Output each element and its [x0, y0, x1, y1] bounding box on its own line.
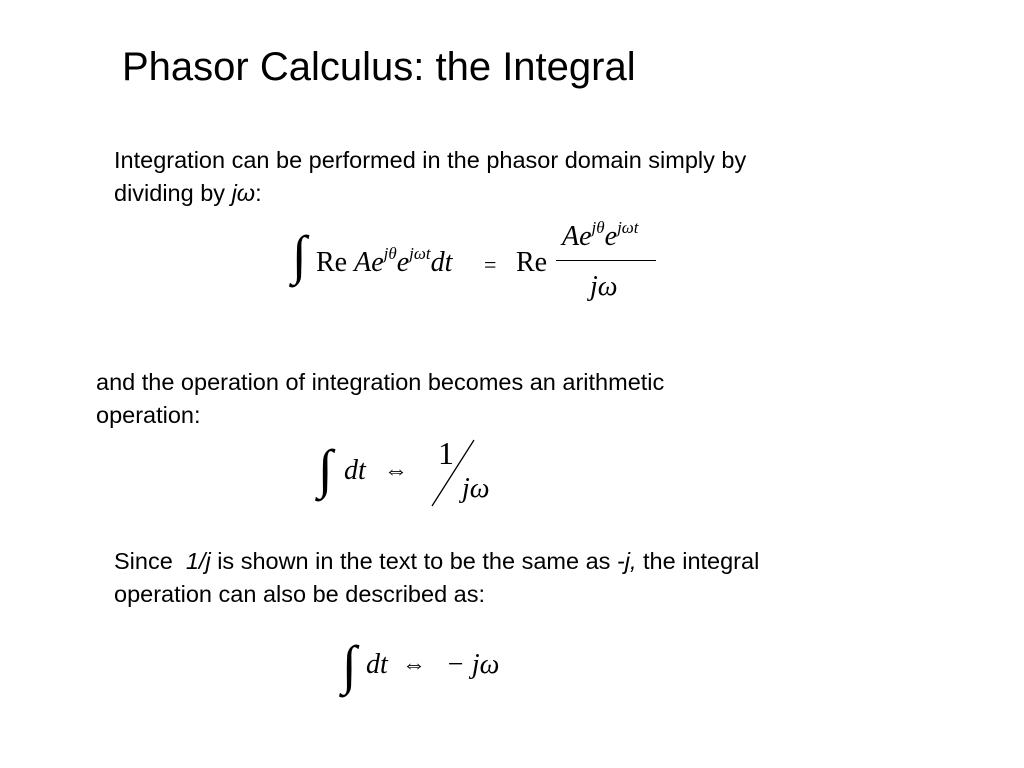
equivalence-arrow: ⇔	[402, 652, 426, 678]
exponent: jωt	[617, 218, 639, 237]
one-over-j: 1/j	[185, 548, 211, 574]
text-run: is shown in the text to be the same as	[210, 548, 617, 574]
text-run: :	[255, 180, 262, 206]
slide-title: Phasor Calculus: the Integral	[122, 45, 636, 89]
denominator: jω	[590, 271, 618, 302]
exponent: jθ	[591, 218, 605, 237]
equation-integral-phasor	[290, 218, 670, 308]
negative-j: -j,	[616, 548, 637, 574]
integral-sign: ∫	[342, 635, 357, 695]
paragraph-integration-intro	[114, 144, 746, 210]
text-run: the integral	[636, 548, 760, 574]
exp-base: e	[371, 247, 384, 278]
rhs-minus-j-omega: − jω	[446, 649, 500, 680]
integral-sign: ∫	[292, 225, 307, 285]
re-operator: Re	[516, 247, 548, 278]
differential: dt	[344, 455, 366, 486]
amplitude: A	[562, 221, 580, 252]
exp-base: e	[396, 247, 410, 278]
equals-sign: =	[484, 252, 497, 277]
amplitude: A	[354, 247, 372, 278]
paragraph-line: Integration can be performed in the phasor domain simply by	[114, 147, 747, 173]
re-operator: Re	[316, 247, 348, 278]
lhs-expression	[316, 244, 453, 278]
differential: dt	[366, 649, 388, 680]
j-omega-symbol: jω	[231, 180, 256, 206]
exp-base: e	[604, 221, 618, 252]
numerator	[562, 218, 639, 252]
paragraph-line	[114, 545, 759, 578]
exponent: jωt	[409, 244, 431, 263]
paragraph-arithmetic	[96, 366, 664, 432]
differential: dt	[430, 247, 453, 278]
fraction-bar	[556, 260, 656, 261]
paragraph-line: operation can also be described as:	[114, 581, 486, 607]
paragraph-line: operation:	[96, 402, 201, 428]
paragraph-since	[114, 545, 759, 611]
exp-base: e	[579, 221, 592, 252]
paragraph-line	[114, 177, 746, 210]
equation-integral-equivalence	[318, 436, 518, 516]
equivalence-arrow: ⇔	[384, 458, 408, 484]
paragraph-line: and the operation of integration becomes an arithmetic	[96, 369, 665, 395]
text-run: Since	[114, 548, 186, 574]
numerator: 1	[438, 435, 454, 471]
text-run: dividing by	[114, 180, 232, 206]
integral-sign: ∫	[318, 439, 333, 499]
exponent: jθ	[383, 244, 397, 263]
equation-integral-minus-j	[342, 636, 542, 700]
denominator: jω	[462, 473, 490, 504]
